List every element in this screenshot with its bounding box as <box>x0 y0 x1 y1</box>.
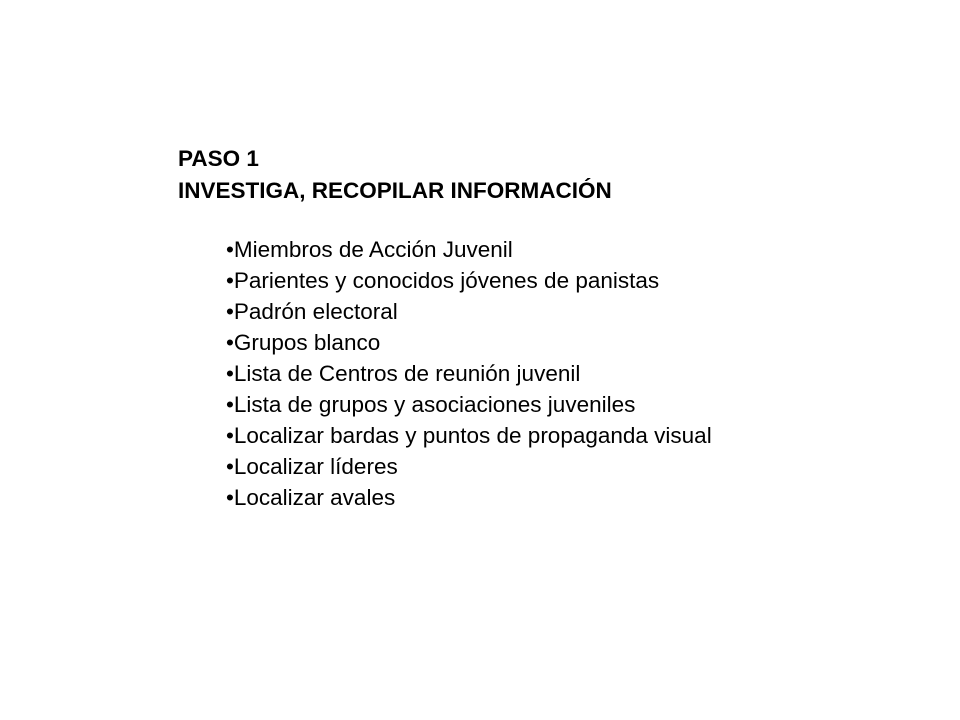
slide-heading <box>178 143 612 207</box>
list-item: •Localizar avales <box>226 485 396 510</box>
list-item: •Miembros de Acción Juvenil <box>226 237 513 262</box>
step-title: INVESTIGA, RECOPILAR INFORMACIÓN <box>178 178 612 203</box>
bullet-list <box>226 234 712 513</box>
list-item: •Lista de Centros de reunión juvenil <box>226 361 581 386</box>
list-item: •Localizar bardas y puntos de propaganda visual <box>226 423 712 448</box>
list-item: •Grupos blanco <box>226 330 381 355</box>
list-item: •Lista de grupos y asociaciones juveniles <box>226 392 636 417</box>
list-item: •Localizar líderes <box>226 454 398 479</box>
step-label: PASO 1 <box>178 146 259 171</box>
list-item: •Padrón electoral <box>226 299 398 324</box>
list-item: •Parientes y conocidos jóvenes de panistas <box>226 268 660 293</box>
